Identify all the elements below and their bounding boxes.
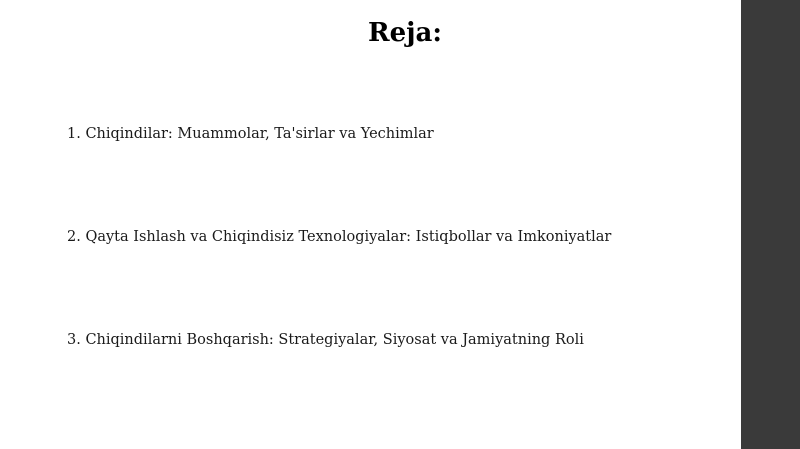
plan-item-2: 2. Qayta Ishlash va Chiqindisiz Texnologiyalar: Istiqbollar va Imkoniyatlar [67,229,612,245]
side-panel [741,0,800,449]
plan-item-1: 1. Chiqindilar: Muammolar, Ta'sirlar va Yechimlar [67,126,434,142]
slide-title: Reja: [367,18,442,48]
plan-item-3: 3. Chiqindilarni Boshqarish: Strategiyalar, Siyosat va Jamiyatning Roli [67,332,584,348]
